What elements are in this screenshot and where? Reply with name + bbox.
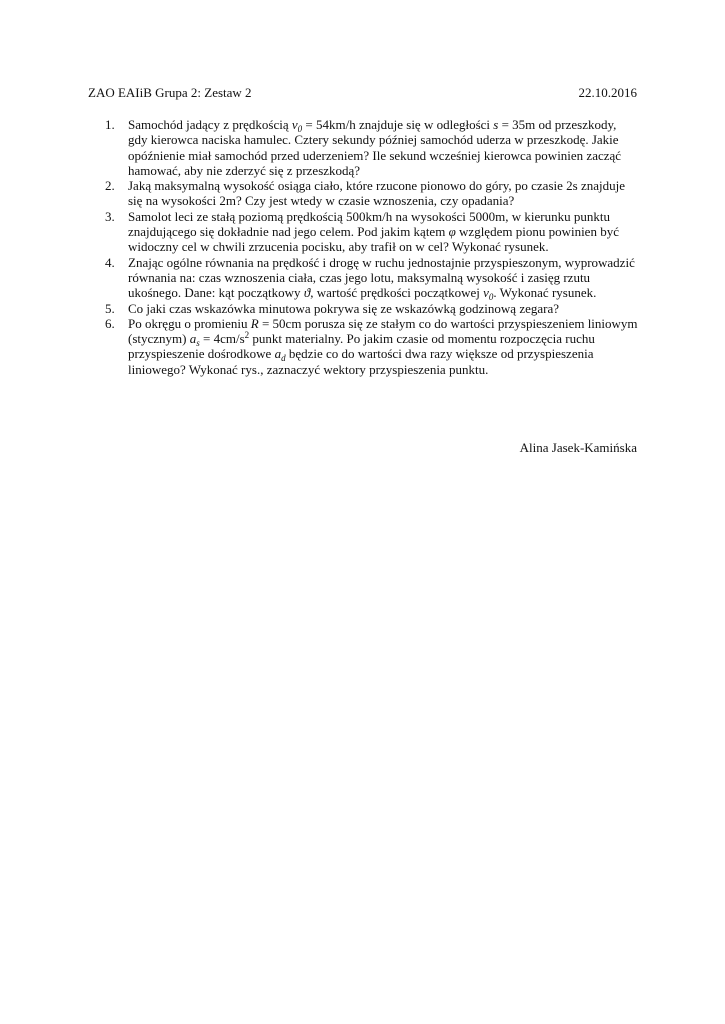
text-run: = 54km/h znajduje się w odległości (302, 117, 494, 132)
problem-list (88, 117, 638, 377)
symbol-v: v (483, 285, 489, 301)
superscript-2: 2 (244, 330, 250, 341)
subscript-0: 0 (488, 292, 494, 303)
problem-item (88, 209, 638, 255)
symbol-theta: ϑ (303, 285, 311, 301)
symbol-a: a (274, 346, 282, 362)
problem-number: 1. (105, 117, 115, 132)
text-run: = 4cm/s (199, 331, 245, 347)
problem-text: Jaką maksymalną wysokość osiąga ciało, które rzucone pionowo do góry, po czasie 2s znajduje się na wysokości 2m? Czy jest wtedy w czasie wznoszenia, czy opadania? (128, 178, 625, 209)
text-run: Samolot leci ze stałą poziomą prędkością 500km/h na wysokości 5000m, w kierunku punktu znajdującego się dokładnie nad jego celem. Pod jakim kątem (128, 208, 610, 240)
symbol-a: a (189, 331, 197, 347)
problem-item (88, 255, 638, 301)
text-run: będzie co do wartości dwa razy większe od przyspieszenia liniowego? Wykonać rys., zaznaczyć wektory przyspieszenia punktu. (128, 346, 594, 377)
problem-text: Co jaki czas wskazówka minutowa pokrywa się ze wskazówką godzinową zegara? (128, 300, 560, 316)
problem-text (128, 209, 619, 255)
symbol-r: R (250, 315, 259, 331)
problem-text (128, 316, 638, 377)
author-signature: Alina Jasek-Kamińska (519, 440, 637, 455)
problem-item (88, 117, 638, 178)
problem-item (88, 301, 638, 316)
problem-item (88, 178, 638, 209)
symbol-s: s (493, 117, 499, 132)
symbol-phi: φ (448, 224, 456, 240)
text-run: = 35m od przeszkody, gdy kierowca naciska hamulec. Cztery sekundy później samochód uderza w przeszkodę. Jakie opóźnienie miał samochód przed uderzeniem? Ile sekund wcześniej kierowca powinien zacząć hamować, aby nie zderzyć się z przeszkodą? (128, 117, 622, 178)
text-run: Samochód jadący z prędkością (128, 117, 292, 132)
text-run: Znając ogólne równania na prędkość i drogę w ruchu jednostajnie przyspieszonym, wyprowadzić równania na: czas wznoszenia ciała, czas jego lotu, maksymalną wysokość i zasięg rzutu ukośnego. Dane: kąt początkowy (128, 254, 635, 301)
problem-number: 4. (105, 254, 115, 270)
text-run: względem pionu powinien być widoczny cel w chwili zrzucenia pocisku, aby trafił on w cel? Wykonać rysunek. (128, 224, 619, 255)
symbol-v: v (291, 117, 298, 132)
problem-number: 3. (105, 208, 115, 224)
subscript-s: s (196, 338, 200, 349)
problem-number: 5. (105, 300, 115, 316)
text-run: Po okręgu o promieniu (128, 315, 251, 331)
text-run: punkt materialny. Po jakim czasie od momentu rozpoczęcia ruchu przyspieszenie dośrodkowe (128, 331, 595, 362)
problem-text (128, 117, 621, 178)
subscript-d: d (281, 353, 286, 364)
text-run: , wartość prędkości początkowej (310, 285, 484, 301)
document-date: 22.10.2016 (578, 85, 637, 100)
problem-number: 2. (105, 178, 115, 194)
problem-number: 6. (105, 315, 115, 331)
problem-item (88, 316, 638, 377)
text-run: = 50cm porusza się ze stałym co do wartości przyspieszeniem liniowym (stycznym) (128, 315, 638, 347)
document-title: ZAO EAIiB Grupa 2: Zestaw 2 (88, 85, 252, 100)
problem-text (128, 255, 635, 301)
text-run: . Wykonać rysunek. (493, 285, 597, 301)
subscript-0: 0 (297, 124, 303, 134)
